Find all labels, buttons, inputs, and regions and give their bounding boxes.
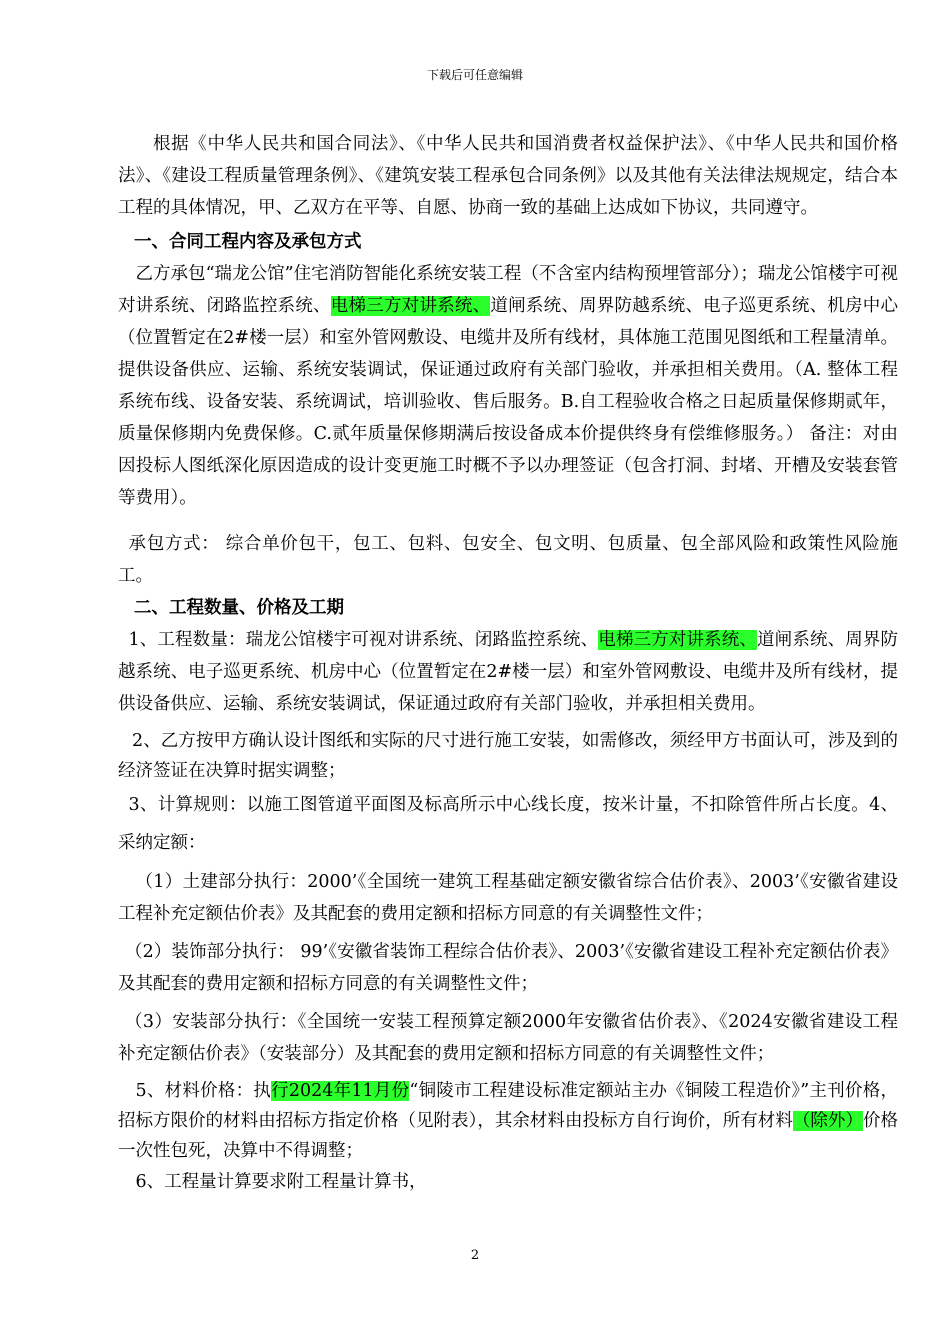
item-5-text-b: “铜陵市工程建设标准定额站主办《铜陵工程造价》”主刊价格，招标方限价的材料由招标方指定价格（见附表），其余材料由投标方自行询价，所有材料 — [118, 1081, 898, 1131]
document-body — [118, 128, 898, 1198]
item-1-text-a: 1、工程数量：瑞龙公馆楼宇可视对讲系统、闭路监控系统、 — [128, 630, 599, 650]
item-2-paragraph: 2、乙方按甲方确认设计图纸和实际的尺寸进行施工安装，如需修改，须经甲方书面认可，涉及到的经济签证在决算时据实调整； — [118, 731, 898, 781]
quota-installation-paragraph: （3）安装部分执行：《全国统一安装工程预算定额2000年安徽省估价表》、《2024安徽省建设工程补充定额估价表》（安装部分）及其配套的费用定额和招标方同意的有关调整性文件； — [118, 1012, 898, 1064]
quota-decoration-paragraph: （2）装饰部分执行： 99’《安徽省装饰工程综合估价表》、2003’《安徽省建设工程补充定额估价表》及其配套的费用定额和招标方同意的有关调整性文件； — [118, 942, 898, 994]
item-5-paragraph — [118, 1076, 898, 1166]
highlighted-text: （除外） — [792, 1111, 863, 1131]
section-heading-2: 二、工程数量、价格及工期 — [134, 598, 344, 618]
item-5-text-c: 价格一次性包死，决算中不得调整； — [118, 1111, 899, 1161]
highlighted-text: 行2024年11月份 — [271, 1081, 410, 1101]
item-5-text-a: 5、材料价格：执 — [135, 1081, 272, 1101]
quota-civil-paragraph: （1）土建部分执行：2000’《全国统一建筑工程基础定额安徽省综合估价表》、2003’《安徽省建设工程补充定额估价表》及其配套的费用定额和招标方同意的有关调整性文件； — [118, 872, 898, 924]
page-header: 下载后可任意编辑 — [426, 68, 523, 82]
item-1-text-b: 道闸系统、周界防越系统、电子巡更系统、机房中心（位置暂定在2#楼一层）和室外管网敷设、电缆井及所有线材，提供设备供应、运输、系统安装调试，保证通过政府有关部门验收，并承担相关费用。 — [118, 630, 899, 714]
scope-text-b: 道闸系统、周界防越系统、电子巡更系统、机房中心（位置暂定在2#楼一层）和室外管网敷设、电缆井及所有线材，具体施工范围见图纸和工程量清单。提供设备供应、运输、系统安装调试，保证通过政府有关部门验收，并承担相关费用。（A. 整体工程系统布线、设备安装、系统调试，培训验收、售后服务。B.自工程验收合格之日起质量保修期贰年，质量保修期内免费保修。C.贰年质量保修期满后按设备成本价提供终身有偿维修服务。） 备注：对由因投标人图纸深化原因造成的设计变更施工时概不予以办理签证（包含打洞、封堵、开槽及安装套管等费用）。 — [118, 296, 899, 508]
item-3-paragraph: 3、计算规则：以施工图管道平面图及标高所示中心线长度，按米计量，不扣除管件所占长度。4、采纳定额： — [118, 795, 898, 853]
highlighted-text: 电梯三方对讲系统、 — [598, 630, 758, 650]
highlighted-text: 电梯三方对讲系统、 — [330, 296, 491, 316]
contract-method-paragraph: 承包方式： 综合单价包干，包工、包料、包安全、包文明、包质量、包全部风险和政策性风险施工。 — [118, 534, 898, 586]
section-heading-1: 一、合同工程内容及承包方式 — [134, 232, 362, 252]
intro-paragraph: 根据《中华人民共和国合同法》、《中华人民共和国消费者权益保护法》、《中华人民共和国价格法》、《建设工程质量管理条例》、《建筑安装工程承包合同条例》以及其他有关法律法规规定，结合本工程的具体情况，甲、乙双方在平等、自愿、协商一致的基础上达成如下协议，共同遵守。 — [118, 134, 898, 218]
item-1-paragraph — [118, 624, 898, 720]
scope-text-a: 乙方承包“瑞龙公馆”住宅消防智能化系统安装工程（不含室内结构预埋管部分）；瑞龙公馆楼宇可视对讲系统、闭路监控系统、 — [118, 264, 898, 316]
scope-paragraph — [118, 258, 898, 514]
page-number: 2 — [470, 1248, 480, 1263]
item-6-paragraph: 6、工程量计算要求附工程量计算书， — [135, 1172, 427, 1192]
